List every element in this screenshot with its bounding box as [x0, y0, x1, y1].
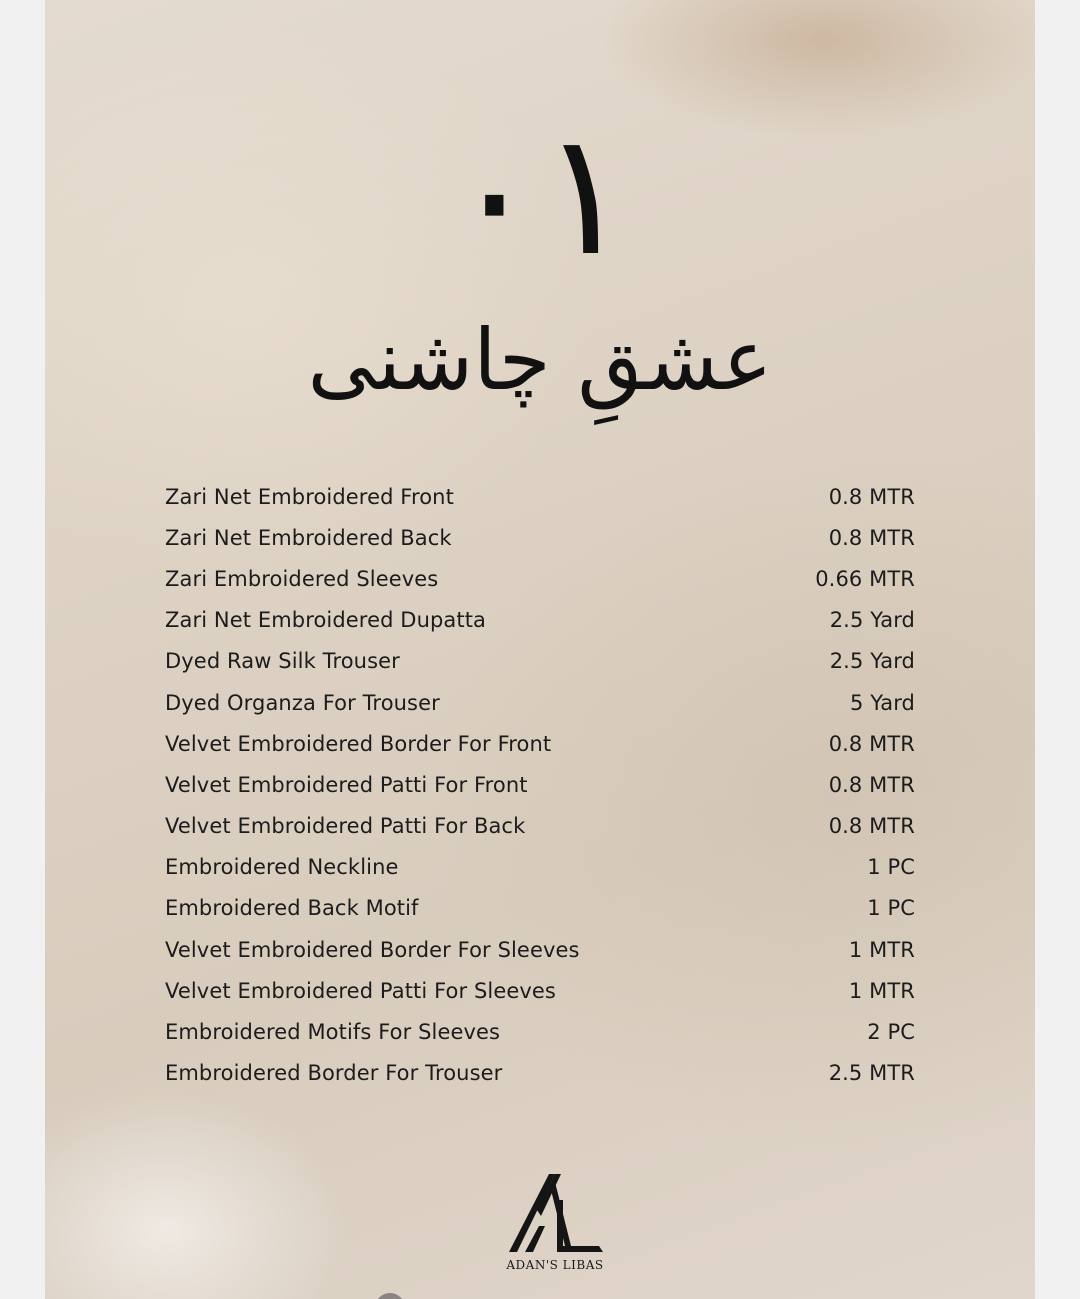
- item-name: Zari Net Embroidered Back: [165, 525, 452, 550]
- item-name: Embroidered Back Motif: [165, 896, 419, 921]
- design-number: ۰۱: [448, 96, 632, 294]
- list-item: [165, 600, 915, 641]
- brand-monogram-icon: [505, 1170, 605, 1258]
- list-item: [165, 1053, 915, 1094]
- item-name: Dyed Raw Silk Trouser: [165, 649, 400, 674]
- item-name: Velvet Embroidered Patti For Back: [165, 814, 526, 839]
- item-name: Zari Net Embroidered Front: [165, 484, 454, 509]
- list-item: [165, 888, 915, 929]
- item-quantity: 0.8 MTR: [828, 525, 915, 550]
- item-name: Embroidered Neckline: [165, 855, 399, 880]
- list-item: [165, 641, 915, 682]
- list-item: [165, 682, 915, 723]
- item-quantity: 2 PC: [867, 1020, 915, 1045]
- item-name: Velvet Embroidered Border For Sleeves: [165, 937, 580, 962]
- item-quantity: 0.8 MTR: [828, 484, 915, 509]
- list-item: [165, 806, 915, 847]
- item-name: Embroidered Border For Trouser: [165, 1061, 503, 1086]
- item-quantity: 2.5 MTR: [828, 1061, 915, 1086]
- list-item: [165, 764, 915, 805]
- item-name: Velvet Embroidered Patti For Front: [165, 772, 528, 797]
- item-quantity: 1 MTR: [848, 937, 915, 962]
- list-item: [165, 1011, 915, 1052]
- list-item: [165, 558, 915, 599]
- brand-name: ADAN'S LIBAS: [506, 1258, 604, 1272]
- item-name: Dyed Organza For Trouser: [165, 690, 440, 715]
- design-title: عشقِ چاشنی: [307, 311, 773, 409]
- item-name: Velvet Embroidered Border For Front: [165, 731, 552, 756]
- item-quantity: 0.66 MTR: [815, 566, 915, 591]
- list-item: [165, 847, 915, 888]
- item-quantity: 5 Yard: [849, 690, 915, 715]
- catalog-page: [45, 0, 1035, 1299]
- list-item: [165, 476, 915, 517]
- item-name: Zari Net Embroidered Dupatta: [165, 608, 487, 633]
- list-item: [165, 723, 915, 764]
- item-quantity: 0.8 MTR: [828, 731, 915, 756]
- page-indicator-dot: [375, 1293, 405, 1299]
- item-quantity: 1 PC: [867, 855, 915, 880]
- list-item: [165, 970, 915, 1011]
- item-quantity: 2.5 Yard: [829, 608, 915, 633]
- item-name: Embroidered Motifs For Sleeves: [165, 1020, 501, 1045]
- list-item: [165, 517, 915, 558]
- item-quantity: 1 MTR: [848, 978, 915, 1003]
- item-name: Zari Embroidered Sleeves: [165, 566, 439, 591]
- list-item: [165, 929, 915, 970]
- item-name: Velvet Embroidered Patti For Sleeves: [165, 978, 556, 1003]
- fabric-list: [165, 476, 915, 1094]
- item-quantity: 0.8 MTR: [828, 814, 915, 839]
- item-quantity: 0.8 MTR: [828, 772, 915, 797]
- brand-logo: [495, 1170, 615, 1280]
- item-quantity: 1 PC: [867, 896, 915, 921]
- item-quantity: 2.5 Yard: [829, 649, 915, 674]
